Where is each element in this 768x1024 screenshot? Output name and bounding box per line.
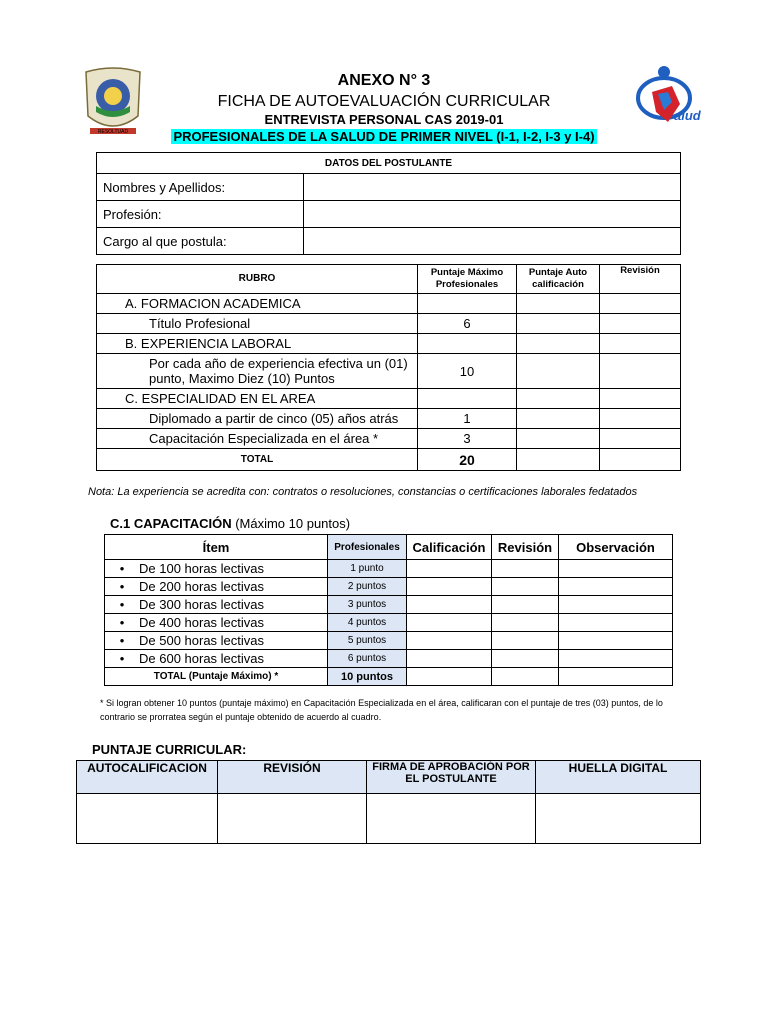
qualification-cell[interactable] <box>407 578 492 596</box>
position-field[interactable] <box>304 228 681 255</box>
review-header: Revisión <box>492 535 559 560</box>
rubric-total-label: TOTAL <box>97 449 418 471</box>
applicant-data-table <box>96 152 681 255</box>
self-score-cell[interactable] <box>517 334 600 354</box>
review-cell[interactable] <box>492 596 559 614</box>
rubric-table <box>96 264 681 471</box>
training-row <box>105 596 673 614</box>
seal-label: RESOLTUAD <box>97 129 129 135</box>
score-section-title: PUNTAJE CURRICULAR: <box>92 742 247 757</box>
self-score-header: AUTOCALIFICACION <box>77 761 218 794</box>
training-title-bold: C.1 CAPACITACIÓN <box>110 516 232 531</box>
bullet-icon: • <box>119 651 125 666</box>
score-signature-table <box>76 760 701 844</box>
training-total-row <box>105 668 673 686</box>
self-score-header: Puntaje Auto calificación <box>517 265 600 294</box>
rubric-label: Capacitación Especializada en el área * <box>97 429 418 449</box>
self-score-cell[interactable] <box>517 409 600 429</box>
rubric-total-row <box>97 449 681 471</box>
self-score-cell[interactable] <box>517 354 600 389</box>
observation-total-cell[interactable] <box>559 668 673 686</box>
rubric-row <box>97 429 681 449</box>
observation-cell[interactable] <box>559 578 673 596</box>
fingerprint-box[interactable] <box>536 794 701 844</box>
training-row <box>105 614 673 632</box>
qualification-cell[interactable] <box>407 632 492 650</box>
training-points: 5 puntos <box>328 632 407 650</box>
experience-note: Nota: La experiencia se acredita con: contratos o resoluciones, constancias o certificaciones laborales fedatados <box>88 486 638 498</box>
rubric-label: Título Profesional <box>97 314 418 334</box>
self-score-cell[interactable] <box>517 294 600 314</box>
training-item: De 600 horas lectivas <box>139 651 265 666</box>
training-row <box>105 578 673 596</box>
rubric-label: Diplomado a partir de cinco (05) años atrás <box>97 409 418 429</box>
observation-cell[interactable] <box>559 650 673 668</box>
interview-title: ENTREVISTA PERSONAL CAS 2019-01 <box>264 112 504 127</box>
rubric-label: A. FORMACION ACADEMICA <box>97 294 418 314</box>
training-points: 3 puntos <box>328 596 407 614</box>
rubric-value <box>418 334 517 354</box>
applicant-data-heading: DATOS DEL POSTULANTE <box>97 153 681 174</box>
review-cell[interactable] <box>492 650 559 668</box>
training-footnote: * Si logran obtener 10 puntos (puntaje máximo) en Capacitación Especializada en el área, calificaran con el puntaje de tres (03) puntos, de lo contrario se prorratea según el puntaje obtenido de acuerdo al cuadro. <box>100 698 663 722</box>
bullet-icon: • <box>119 579 125 594</box>
profession-level-title: PROFESIONALES DE LA SALUD DE PRIMER NIVEL (I-1, I-2, I-3 y I-4) <box>173 129 595 144</box>
signature-box[interactable] <box>367 794 536 844</box>
rubric-header: RUBRO <box>97 265 418 294</box>
name-label: Nombres y Apellidos: <box>97 174 304 201</box>
training-item: De 400 horas lectivas <box>139 615 265 630</box>
rubric-row <box>97 294 681 314</box>
qualification-cell[interactable] <box>407 596 492 614</box>
profession-label: Profesión: <box>97 201 304 228</box>
review-cell[interactable] <box>492 578 559 596</box>
training-points: 4 puntos <box>328 614 407 632</box>
bullet-icon: • <box>119 597 125 612</box>
self-score-box[interactable] <box>77 794 218 844</box>
review-cell[interactable] <box>600 334 681 354</box>
review-cell[interactable] <box>492 560 559 578</box>
training-total-value: 10 puntos <box>328 668 407 686</box>
rubric-row <box>97 314 681 334</box>
item-header: Ítem <box>105 535 328 560</box>
observation-cell[interactable] <box>559 632 673 650</box>
profession-field[interactable] <box>304 201 681 228</box>
self-score-cell[interactable] <box>517 389 600 409</box>
max-score-header: Puntaje Máximo Profesionales <box>418 265 517 294</box>
rubric-label: B. EXPERIENCIA LABORAL <box>97 334 418 354</box>
review-cell[interactable] <box>600 314 681 334</box>
rubric-value: 10 <box>418 354 517 389</box>
salud-label: alud <box>674 108 701 123</box>
bullet-icon: • <box>119 615 125 630</box>
training-total-label: TOTAL (Puntaje Máximo) * <box>105 668 328 686</box>
qualification-cell[interactable] <box>407 560 492 578</box>
rubric-row <box>97 389 681 409</box>
name-field[interactable] <box>304 174 681 201</box>
rubric-value: 3 <box>418 429 517 449</box>
self-score-cell[interactable] <box>517 429 600 449</box>
review-box[interactable] <box>218 794 367 844</box>
professionals-header: Profesionales <box>328 535 407 560</box>
review-total-cell[interactable] <box>600 449 681 471</box>
training-row <box>105 650 673 668</box>
qualification-cell[interactable] <box>407 650 492 668</box>
signature-header: FIRMA DE APROBACIÓN POR EL POSTULANTE <box>367 761 536 794</box>
review-cell[interactable] <box>492 614 559 632</box>
review-total-cell[interactable] <box>492 668 559 686</box>
training-points: 1 punto <box>328 560 407 578</box>
review-cell[interactable] <box>600 354 681 389</box>
fingerprint-header: HUELLA DIGITAL <box>536 761 701 794</box>
rubric-row <box>97 409 681 429</box>
review-cell[interactable] <box>600 294 681 314</box>
self-score-total-cell[interactable] <box>517 449 600 471</box>
training-item: De 100 horas lectivas <box>139 561 265 576</box>
training-table <box>104 534 673 686</box>
qualification-header: Calificación <box>407 535 492 560</box>
self-score-cell[interactable] <box>517 314 600 334</box>
observation-cell[interactable] <box>559 560 673 578</box>
rubric-total-value: 20 <box>418 449 517 471</box>
training-item: De 500 horas lectivas <box>139 633 265 648</box>
bullet-icon: • <box>119 633 125 648</box>
review-cell[interactable] <box>600 409 681 429</box>
training-item: De 200 horas lectivas <box>139 579 265 594</box>
training-item: De 300 horas lectivas <box>139 597 265 612</box>
rubric-value: 1 <box>418 409 517 429</box>
qualification-cell[interactable] <box>407 614 492 632</box>
rubric-label: C. ESPECIALIDAD EN EL AREA <box>97 389 418 409</box>
rubric-row <box>97 334 681 354</box>
review-header: REVISIÓN <box>218 761 367 794</box>
training-points: 2 puntos <box>328 578 407 596</box>
bullet-icon: • <box>119 561 125 576</box>
review-header: Revisión <box>600 265 681 294</box>
rubric-label: Por cada año de experiencia efectiva un (01) punto, Maximo Diez (10) Puntos <box>97 354 418 389</box>
review-cell[interactable] <box>600 429 681 449</box>
rubric-value: 6 <box>418 314 517 334</box>
review-cell[interactable] <box>600 389 681 409</box>
rubric-value <box>418 389 517 409</box>
rubric-value <box>418 294 517 314</box>
training-row <box>105 632 673 650</box>
observation-cell[interactable] <box>559 596 673 614</box>
observation-cell[interactable] <box>559 614 673 632</box>
training-points: 6 puntos <box>328 650 407 668</box>
training-title <box>110 516 350 531</box>
position-label: Cargo al que postula: <box>97 228 304 255</box>
rubric-row <box>97 354 681 389</box>
annex-title: ANEXO N° 3 <box>337 72 431 89</box>
training-title-rest: (Máximo 10 puntos) <box>235 516 351 531</box>
form-title: FICHA DE AUTOEVALUACIÓN CURRICULAR <box>217 93 551 110</box>
observation-header: Observación <box>559 535 673 560</box>
review-cell[interactable] <box>492 632 559 650</box>
qualification-total-cell[interactable] <box>407 668 492 686</box>
training-row <box>105 560 673 578</box>
